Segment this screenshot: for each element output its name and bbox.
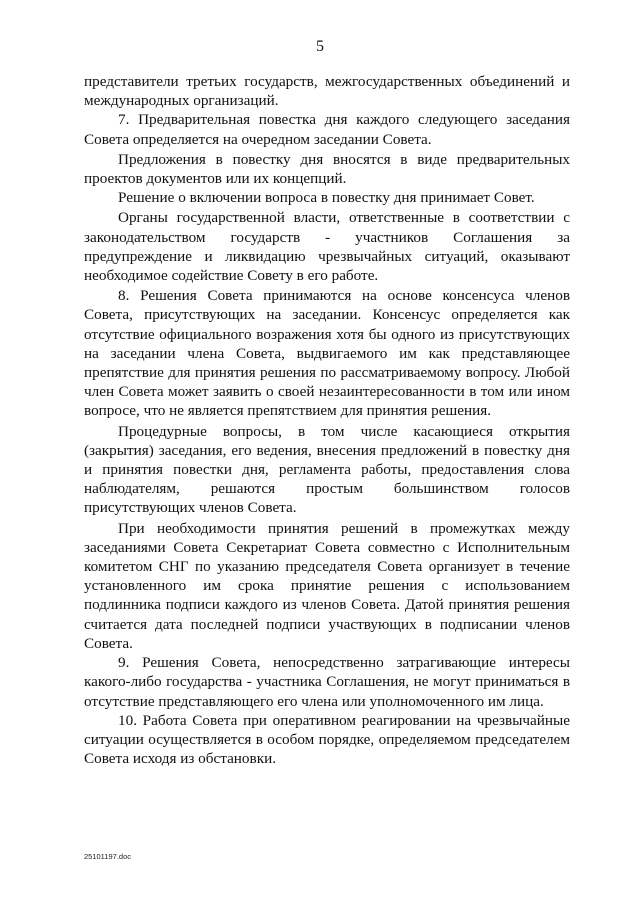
paragraph-between-sessions: При необходимости принятия решений в промежутках между заседаниями Совета Секретариат Совета совместно с Исполнительным комитетом СНГ по указанию председателя Совета организует в течение установленного им срока принятие решения с использованием подлинника подписи каждого из членов Совета. Датой принятия решения считается дата последней подписи участвующих в подписании членов Совета. (84, 519, 570, 652)
paragraph-item-10: 10. Работа Совета при оперативном реагировании на чрезвычайные ситуации осуществляется в особом порядке, определяемом председателем Совета исходя из обстановки. (84, 711, 570, 768)
document-body (84, 72, 570, 768)
paragraph-item-9: 9. Решения Совета, непосредственно затрагивающие интересы какого-либо государства - участника Соглашения, не могут приниматься в отсутствие представляющего его члена или уполномоченного им лица. (84, 654, 570, 710)
footer-filename: 25101197.doc (84, 852, 131, 861)
paragraph-agenda-proposals: Предложения в повестку дня вносятся в виде предварительных проектов документов или их концепций. (84, 150, 570, 188)
paragraph-procedural: Процедурные вопросы, в том числе касающиеся открытия (закрытия) заседания, его ведения, внесения предложений в повестку дня и принятия повестки дня, регламента работы, предоставления слова наблюдателям, решаются простым большинством голосов присутствующих членов Совета. (84, 422, 570, 517)
page-number: 5 (316, 38, 324, 55)
paragraph-agenda-decision: Решение о включении вопроса в повестку дня принимает Совет. (118, 189, 535, 207)
paragraph-authorities: Органы государственной власти, ответственные в соответствии с законодательством государств - участников Соглашения за предупреждение и ликвидацию чрезвычайных ситуаций, оказывают необходимое содействие Совету в его работе. (84, 209, 570, 285)
paragraph-item-8: 8. Решения Совета принимаются на основе консенсуса членов Совета, присутствующих на заседании. Консенсус определяется как отсутствие официального возражения хотя бы одного из присутствующих на заседании члена Совета, выдвигаемого им как представляющее препятствие для принятия решения по рассматриваемому вопросу. Любой член Совета может заявить о своей незаинтересованности в том или ином вопросе, что не является препятствием для принятия решения. (84, 287, 570, 420)
paragraph-continuation: представители третьих государств, межгосударственных объединений и международных организаций. (84, 73, 570, 110)
paragraph-item-7: 7. Предварительная повестка дня каждого следующего заседания Совета определяется на очередном заседании Совета. (84, 111, 570, 148)
